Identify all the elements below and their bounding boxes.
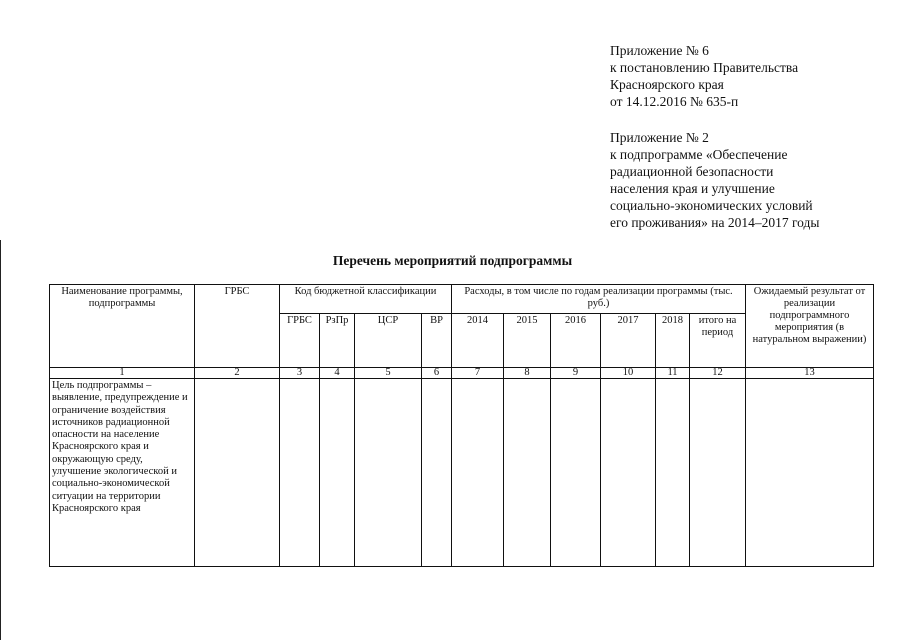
empty-cell: [355, 379, 422, 567]
empty-cell: [452, 379, 504, 567]
subheader-year-2016: 2016: [551, 314, 601, 368]
subheader-grbs: ГРБС: [280, 314, 320, 368]
appendix-6-line: Красноярского края: [610, 77, 724, 92]
empty-cell: [690, 379, 746, 567]
column-number: 5: [355, 368, 422, 379]
subheader-year-2015: 2015: [504, 314, 551, 368]
appendix-2-line: его проживания» на 2014–2017 годы: [610, 215, 820, 230]
empty-cell: [656, 379, 690, 567]
scan-edge: [0, 240, 1, 640]
appendix-2-block: [610, 129, 819, 231]
empty-cell: [504, 379, 551, 567]
appendix-2-line: к подпрограмме «Обеспечение: [610, 147, 788, 162]
subheader-year-2014: 2014: [452, 314, 504, 368]
page-title: Перечень мероприятий подпрограммы: [332, 253, 573, 268]
column-number: 1: [50, 368, 195, 379]
empty-cell: [601, 379, 656, 567]
column-number: 13: [746, 368, 874, 379]
column-number: 2: [195, 368, 280, 379]
subheader-csr: ЦСР: [355, 314, 422, 368]
header-name-cell: Наименование программы, подпрограммы: [50, 285, 195, 368]
measures-table: [49, 284, 874, 567]
subheader-vr: ВР: [422, 314, 452, 368]
empty-cell: [280, 379, 320, 567]
appendix-6-line: Приложение № 6: [610, 43, 709, 58]
column-number: 8: [504, 368, 551, 379]
header-result-cell: Ожидаемый результат от реализации подпрограммного мероприятия (в натуральном выражении): [746, 285, 874, 368]
appendix-2-line: Приложение № 2: [610, 130, 709, 145]
header-budget-code-cell: Код бюджетной классификации: [280, 285, 452, 314]
appendix-2-line: социально-экономических условий: [610, 198, 813, 213]
empty-cell: [320, 379, 355, 567]
column-number: 4: [320, 368, 355, 379]
appendix-6-line: к постановлению Правительства: [610, 60, 799, 75]
subheader-year-2018: 2018: [656, 314, 690, 368]
subheader-rzpr: РзПр: [320, 314, 355, 368]
column-number: 6: [422, 368, 452, 379]
header-expenses-cell: Расходы, в том числе по годам реализации программы (тыс. руб.): [452, 285, 746, 314]
empty-cell: [746, 379, 874, 567]
empty-cell: [422, 379, 452, 567]
column-number: 9: [551, 368, 601, 379]
appendix-2-line: населения края и улучшение: [610, 181, 775, 196]
column-number: 3: [280, 368, 320, 379]
subheader-total: итого на период: [690, 314, 746, 368]
column-number: 7: [452, 368, 504, 379]
empty-cell: [195, 379, 280, 567]
column-number: 12: [690, 368, 746, 379]
goal-cell: Цель подпрограммы – выявление, предупреждение и ограничение воздействия источников радиационной опасности на население Красноярского края и окружающую среду, улучшение экологической и социально-экономической ситуации на территории Красноярского края: [50, 379, 195, 567]
appendix-6-line: от 14.12.2016 № 635-п: [610, 94, 739, 109]
header-grbs-cell: ГРБС: [195, 285, 280, 368]
appendix-2-line: радиационной безопасности: [610, 164, 774, 179]
subheader-year-2017: 2017: [601, 314, 656, 368]
column-number: 11: [656, 368, 690, 379]
empty-cell: [551, 379, 601, 567]
column-number: 10: [601, 368, 656, 379]
appendix-6-block: [610, 42, 798, 110]
